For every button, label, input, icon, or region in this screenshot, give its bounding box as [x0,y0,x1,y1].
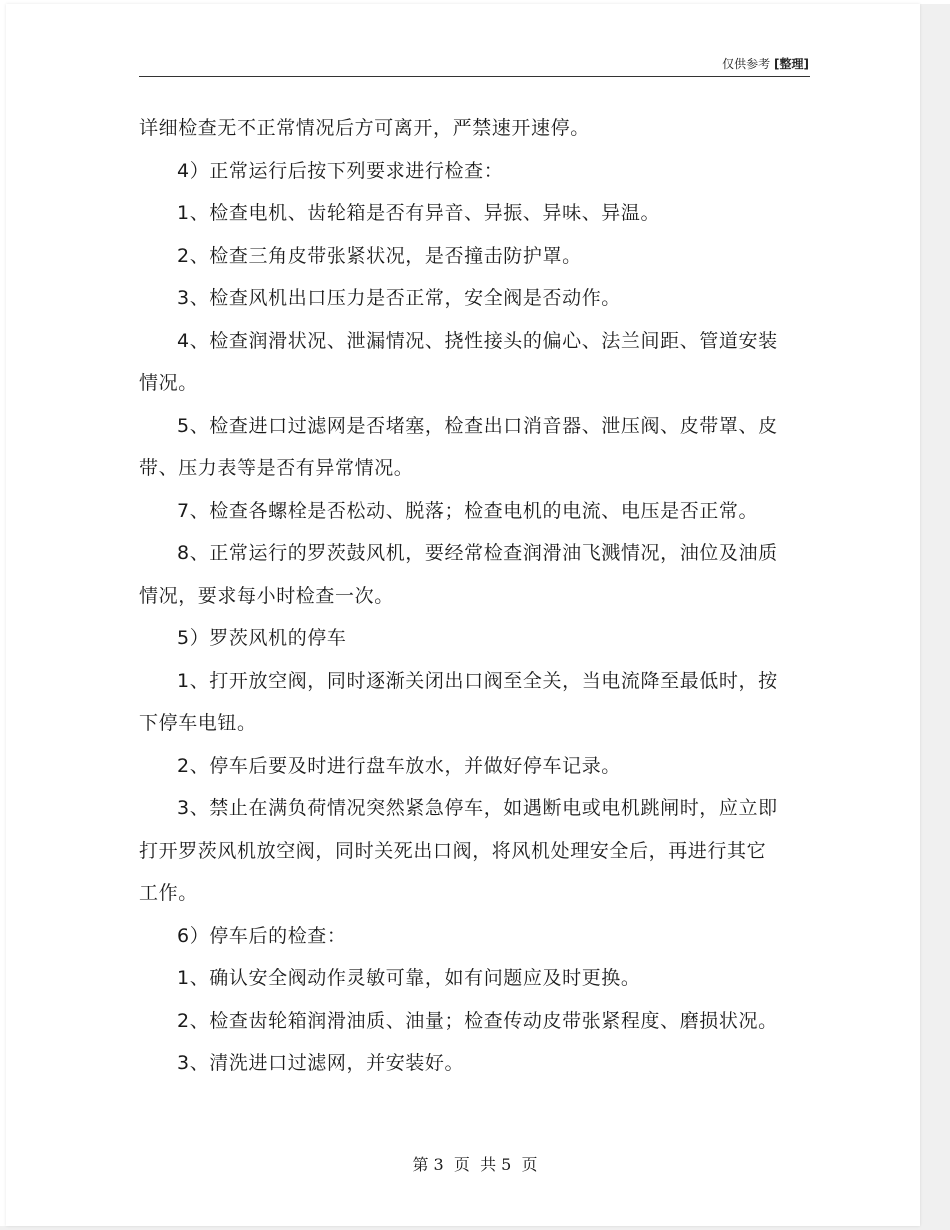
body-paragraph: 1、确认安全阀动作灵敏可靠，如有问题应及时更换。 [177,967,641,989]
body-paragraph: 2、检查齿轮箱润滑油质、油量；检查传动皮带张紧程度、磨损状况。 [177,1009,778,1032]
header-note: 仅供参考 [722,57,771,71]
page-header [600,56,809,72]
header-tag: [整理] [774,57,809,71]
body-paragraph: 详细检查无不正常情况后方可离开，严禁速开速停。 [139,117,590,139]
page-shadow-right [920,4,950,1230]
page-shadow-bottom [0,1226,950,1230]
body-paragraph: 3、检查风机出口压力是否正常，安全阀是否动作。 [177,287,621,309]
page-footer: 第 3 页 共 5 页 [412,1155,538,1174]
body-paragraph: 2、检查三角皮带张紧状况，是否撞击防护罩。 [177,244,582,267]
header-divider [139,76,810,77]
body-paragraph: 1、检查电机、齿轮箱是否有异音、异振、异味、异温。 [177,202,661,224]
body-paragraph: 4）正常运行后按下列要求进行检查： [177,159,504,182]
body-paragraph: 6）停车后的检查： [177,924,347,947]
body-paragraph: 8、正常运行的罗茨鼓风机，要经常检查润滑油飞溅情况，油位及油质情况，要求每小时检查一次。 [139,542,778,607]
document-body [139,107,779,1085]
body-paragraph: 3、禁止在满负荷情况突然紧急停车，如遇断电或电机跳闸时，应立即打开罗茨风机放空阀，同时关死出口阀，将风机处理安全后，再进行其它工作。 [139,797,778,904]
body-paragraph: 5）罗茨风机的停车 [177,627,347,649]
body-paragraph: 3、清洗进口过滤网，并安装好。 [177,1052,465,1074]
body-paragraph: 1、打开放空阀，同时逐渐关闭出口阀至全关，当电流降至最低时，按下停车电钮。 [139,669,778,734]
body-paragraph: 7、检查各螺栓是否松动、脱落；检查电机的电流、电压是否正常。 [177,499,759,522]
body-paragraph: 5、检查进口过滤网是否堵塞，检查出口消音器、泄压阀、皮带罩、皮带、压力表等是否有异常情况。 [139,414,778,479]
body-paragraph: 2、停车后要及时进行盘车放水，并做好停车记录。 [177,754,621,777]
body-paragraph: 4、检查润滑状况、泄漏情况、挠性接头的偏心、法兰间距、管道安装情况。 [139,329,778,394]
